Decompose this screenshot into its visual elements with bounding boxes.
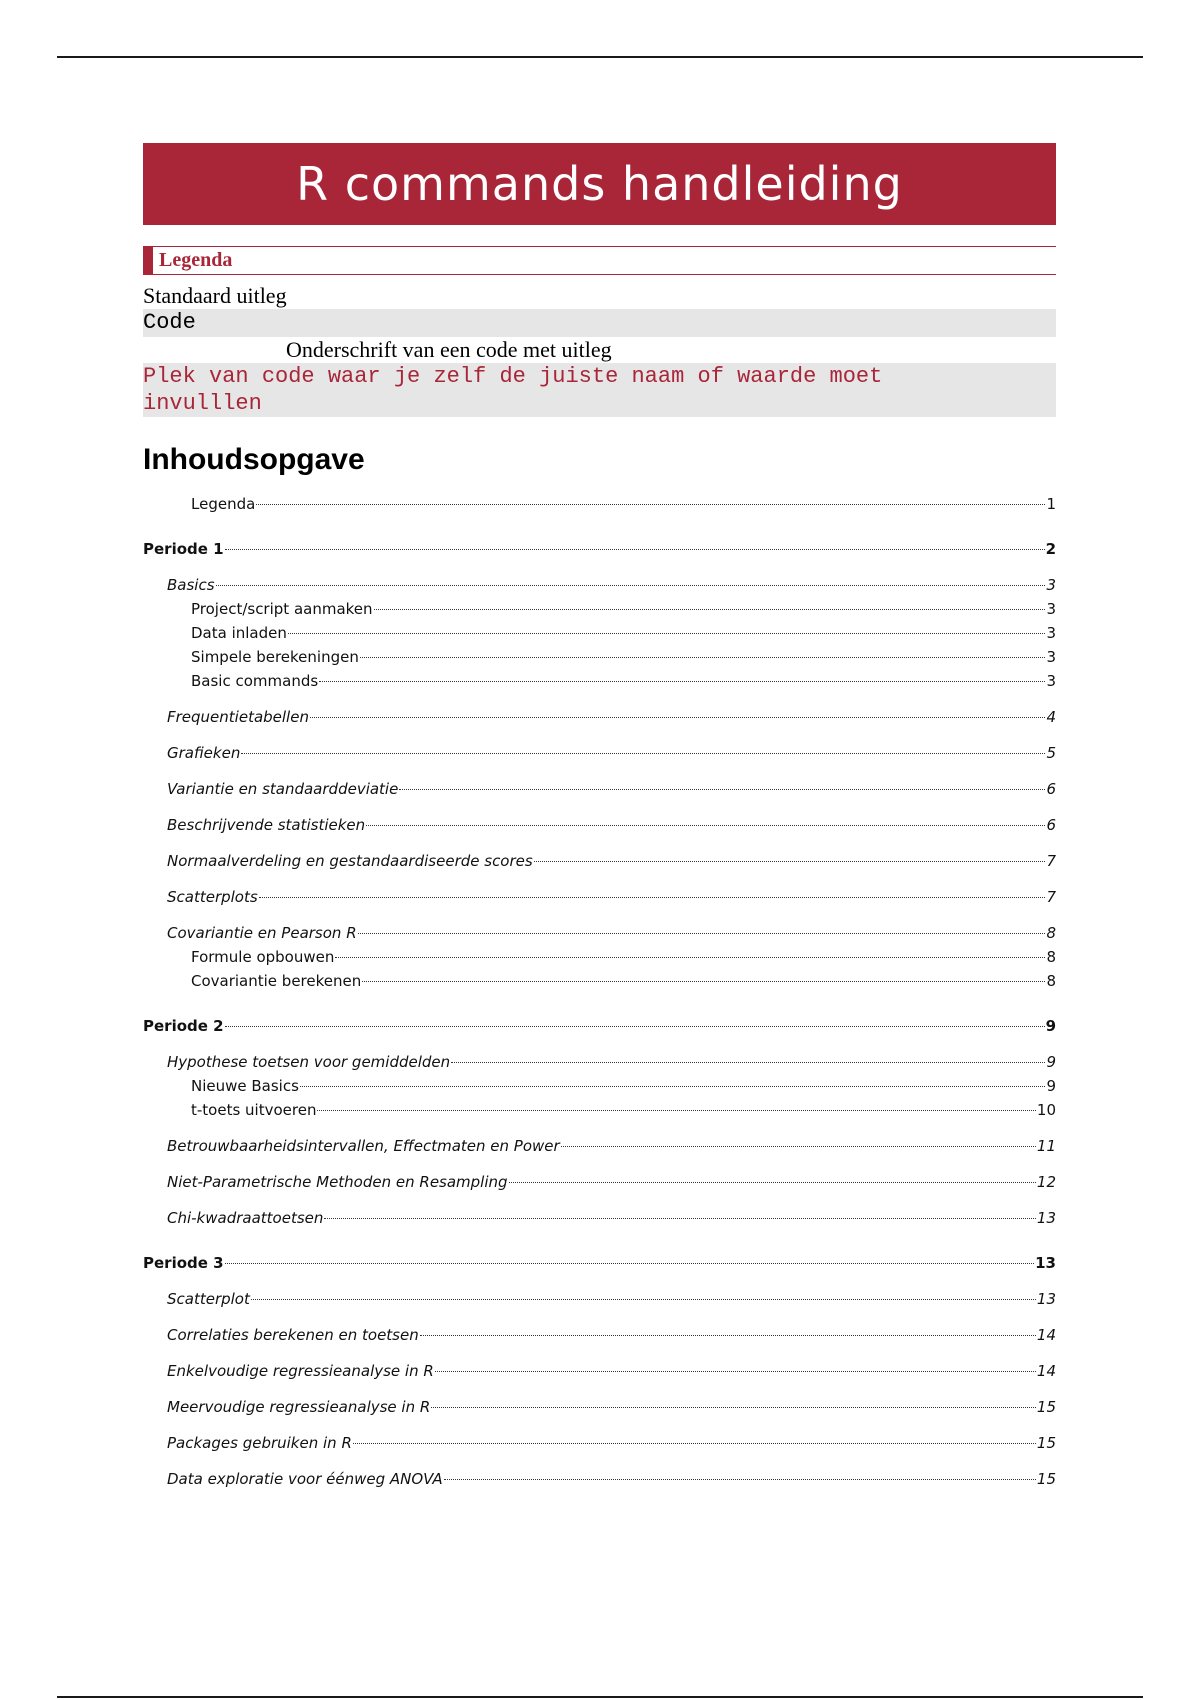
toc-entry[interactable]: Nieuwe Basics 9 bbox=[191, 1077, 1056, 1095]
toc-entry[interactable]: Enkelvoudige regressieanalyse in R 14 bbox=[167, 1362, 1056, 1380]
toc-entry[interactable]: Formule opbouwen 8 bbox=[191, 948, 1056, 966]
toc-entry[interactable]: Basic commands 3 bbox=[191, 672, 1056, 690]
toc-entry[interactable]: Correlaties berekenen en toetsen 14 bbox=[167, 1326, 1056, 1344]
page-header-rule bbox=[57, 56, 1143, 58]
toc-entry[interactable]: Periode 3 13 bbox=[143, 1254, 1056, 1272]
toc-entry[interactable]: Periode 1 2 bbox=[143, 540, 1056, 558]
legend-block bbox=[143, 283, 1056, 417]
document-title: R commands handleiding bbox=[143, 143, 1056, 225]
toc-entry[interactable]: Legenda 1 bbox=[191, 495, 1056, 513]
toc-entry[interactable]: Hypothese toetsen voor gemiddelden 9 bbox=[167, 1053, 1056, 1071]
toc-entry[interactable]: Covariantie berekenen 8 bbox=[191, 972, 1056, 990]
toc-title: Inhoudsopgave bbox=[143, 443, 365, 476]
toc-entry[interactable]: Frequentietabellen 4 bbox=[167, 708, 1056, 726]
toc-entry[interactable]: Periode 2 9 bbox=[143, 1017, 1056, 1035]
page-content bbox=[143, 143, 1056, 1488]
toc-entry[interactable]: Variantie en standaarddeviatie 6 bbox=[167, 780, 1056, 798]
toc-entry[interactable]: Data inladen 3 bbox=[191, 624, 1056, 642]
legend-standard-text: Standaard uitleg bbox=[143, 283, 287, 308]
toc-entry[interactable]: Niet-Parametrische Methoden en Resampling 12 bbox=[167, 1173, 1056, 1191]
toc-entry[interactable]: Chi-kwadraattoetsen 13 bbox=[167, 1209, 1056, 1227]
legend-placeholder-code: Plek van code waar je zelf de juiste naam of waarde moet invulllen bbox=[143, 363, 1056, 417]
toc-entry[interactable]: Scatterplot 13 bbox=[167, 1290, 1056, 1308]
toc-entry[interactable]: t-toets uitvoeren 10 bbox=[191, 1101, 1056, 1119]
toc-entry[interactable]: Meervoudige regressieanalyse in R 15 bbox=[167, 1398, 1056, 1416]
toc-entry[interactable]: Grafieken 5 bbox=[167, 744, 1056, 762]
table-of-contents bbox=[143, 495, 1056, 1488]
legend-caption-text: Onderschrift van een code met uitleg bbox=[286, 337, 612, 362]
toc-entry[interactable]: Beschrijvende statistieken 6 bbox=[167, 816, 1056, 834]
toc-entry[interactable]: Project/script aanmaken 3 bbox=[191, 600, 1056, 618]
toc-entry[interactable]: Betrouwbaarheidsintervallen, Effectmaten en Power 11 bbox=[167, 1137, 1056, 1155]
toc-entry[interactable]: Basics 3 bbox=[167, 576, 1056, 594]
toc-entry[interactable]: Simpele berekeningen 3 bbox=[191, 648, 1056, 666]
toc-entry[interactable]: Packages gebruiken in R 15 bbox=[167, 1434, 1056, 1452]
legend-heading: Legenda bbox=[143, 246, 1056, 275]
legend-code-sample: Code bbox=[143, 309, 1056, 337]
toc-entry[interactable]: Data exploratie voor éénweg ANOVA 15 bbox=[167, 1470, 1056, 1488]
toc-entry[interactable]: Covariantie en Pearson R 8 bbox=[167, 924, 1056, 942]
toc-entry[interactable]: Scatterplots 7 bbox=[167, 888, 1056, 906]
toc-entry[interactable]: Normaalverdeling en gestandaardiseerde scores 7 bbox=[167, 852, 1056, 870]
page-footer-rule bbox=[57, 1696, 1143, 1698]
